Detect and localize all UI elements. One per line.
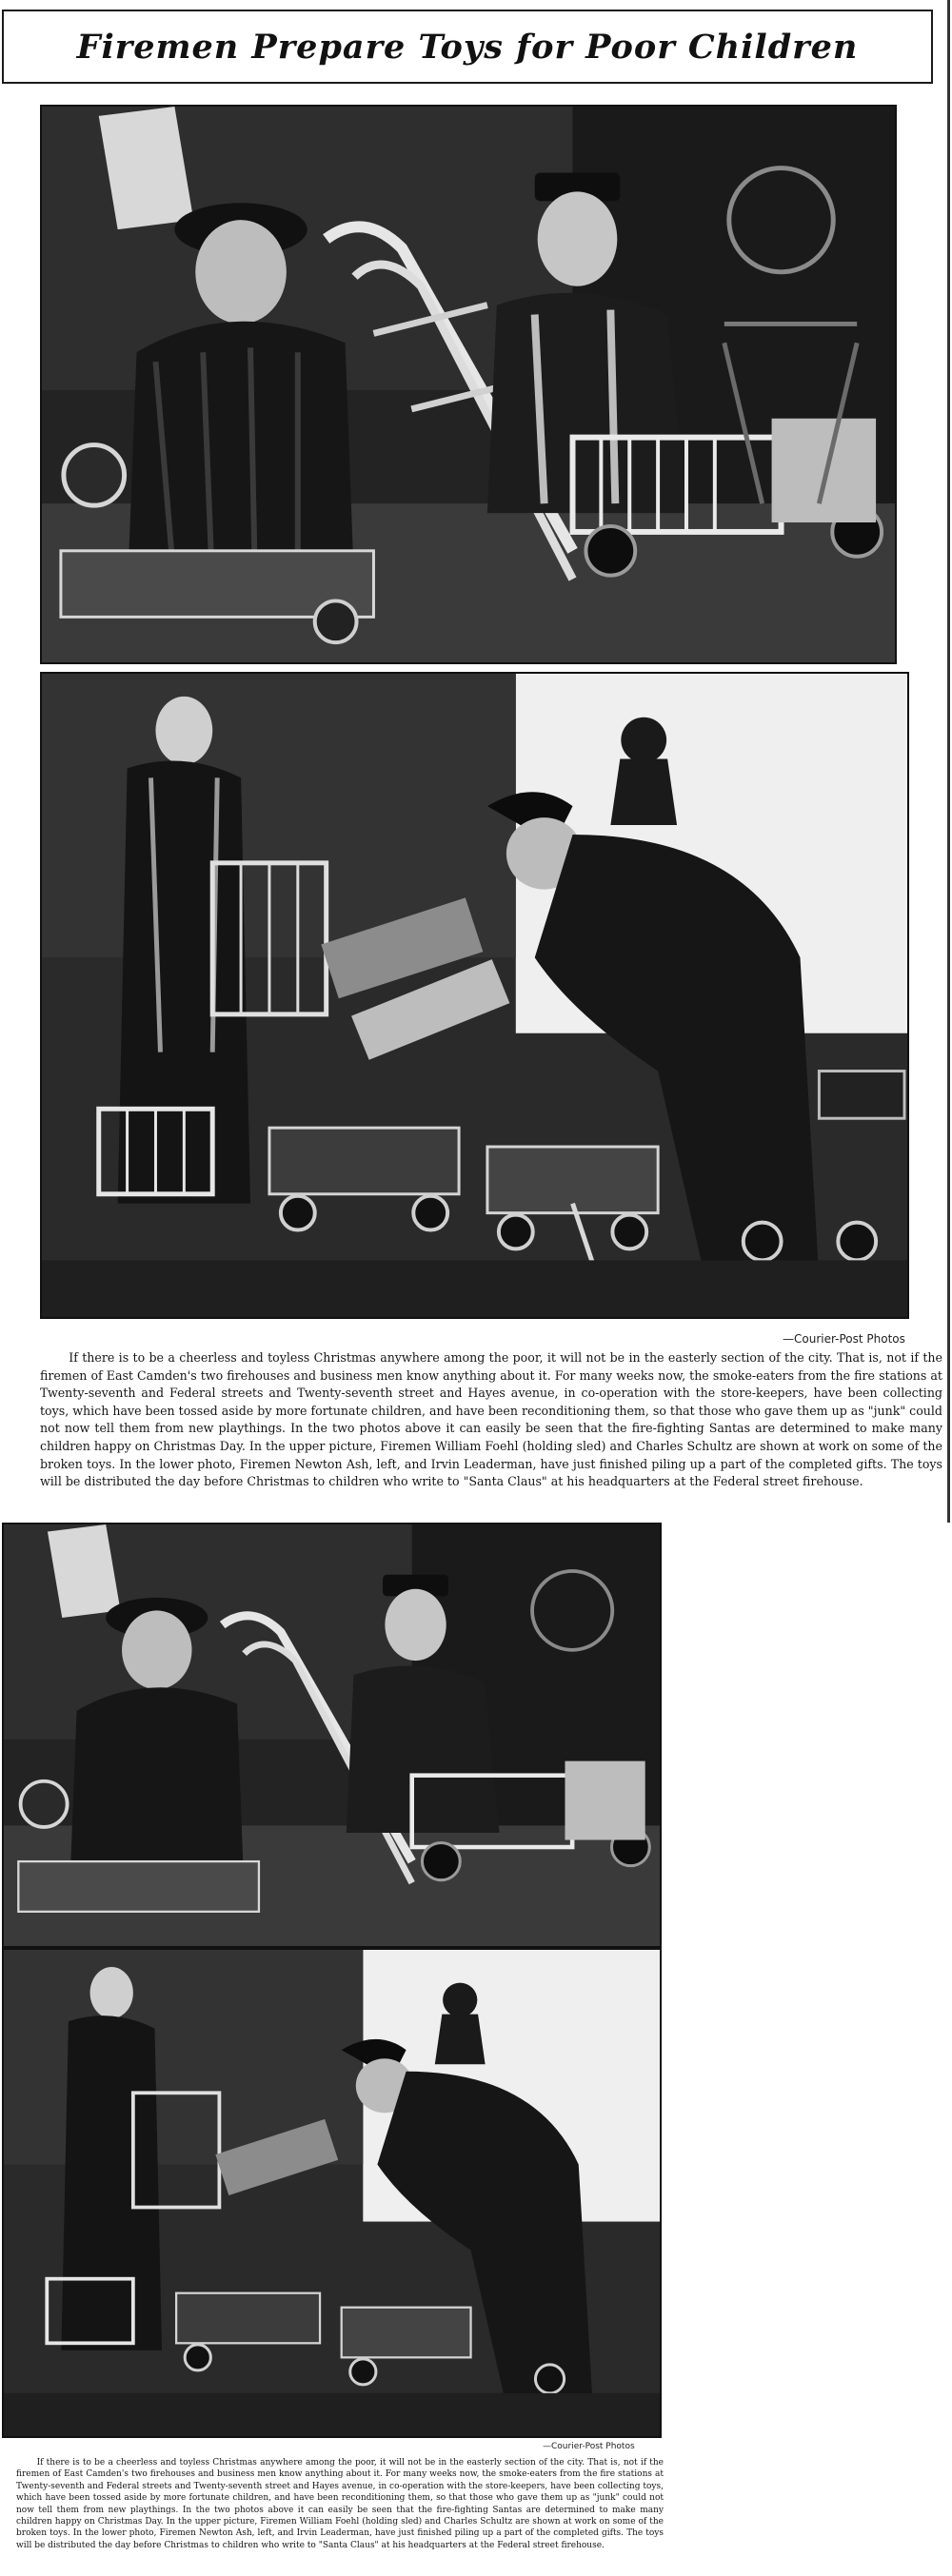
lower-photo-image	[42, 674, 907, 1317]
reprint-caption: If there is to be a cheerless and toyless Christmas anywhere among the poor, it will not be in the easterly section of the city. That is, not if the firemen of East Camden's two firehouses and business men know anything about it. For many weeks now, the smoke-eaters from the fire stations at Twenty-seventh and Federal streets and Twenty-seventh street and Hayes avenue, in co-operation with the store-keepers, have been collecting toys, which have been tossed aside by more fortunate children, and have been reconditioning them, so that those who gave them up as "junk" could not now tell them from new playthings. In the two photos above it can easily be seen that the fire-fighting Santas are determined to make many children happy on Christmas Day. In the upper picture, Firemen William Foehl (holding sled) and Charles Schultz are shown at work on some of the broken toys. In the lower photo, Firemen Newton Ash, left, and Irvin Leaderman, have just finished piling up a part of the completed gifts. The toys will be distributed the day before Christmas to children who write to "Santa Claus" at his headquarters at the Federal street firehouse.	[16, 2458, 664, 2550]
upper-photo	[40, 105, 897, 664]
column-rule	[947, 0, 950, 1523]
upper-photo-image	[42, 107, 895, 662]
article-caption: If there is to be a cheerless and toyless Christmas anywhere among the poor, it will not be in the easterly section of the city. That is, not if the firemen of East Camden's two firehouses and business men know anything about it. For many weeks now, the smoke-eaters from the fire stations at Twenty-seventh and Federal streets and Twenty-seventh street and Hayes avenue, in co-operation with the store-keepers, have been collecting toys, which have been tossed aside by more fortunate children, and have been reconditioning them, so that those who gave them up as "junk" could not now tell them from new playthings. In the two photos above it can easily be seen that the fire-fighting Santas are determined to make many children happy on Christmas Day. In the upper picture, Firemen William Foehl (holding sled) and Charles Schultz are shown at work on some of the broken toys. In the lower photo, Firemen Newton Ash, left, and Irvin Leaderman, have just finished piling up a part of the completed gifts. The toys will be distributed the day before Christmas to children who write to "Santa Claus" at his headquarters at the Federal street firehouse.	[40, 1350, 942, 1489]
reprint-photo-credit: —Courier-Post Photos	[543, 2442, 635, 2451]
headline-box	[2, 10, 933, 84]
photo-credit: —Courier-Post Photos	[783, 1332, 905, 1346]
reprint-upper-photo	[2, 1523, 662, 1948]
lower-photo	[40, 672, 909, 1319]
reprint-lower-photo-image	[4, 1950, 660, 2436]
reprint-lower-photo	[2, 1948, 662, 2438]
reprint-upper-photo-image	[4, 1524, 660, 1946]
headline: Firemen Prepare Toys for Poor Children	[76, 27, 859, 67]
